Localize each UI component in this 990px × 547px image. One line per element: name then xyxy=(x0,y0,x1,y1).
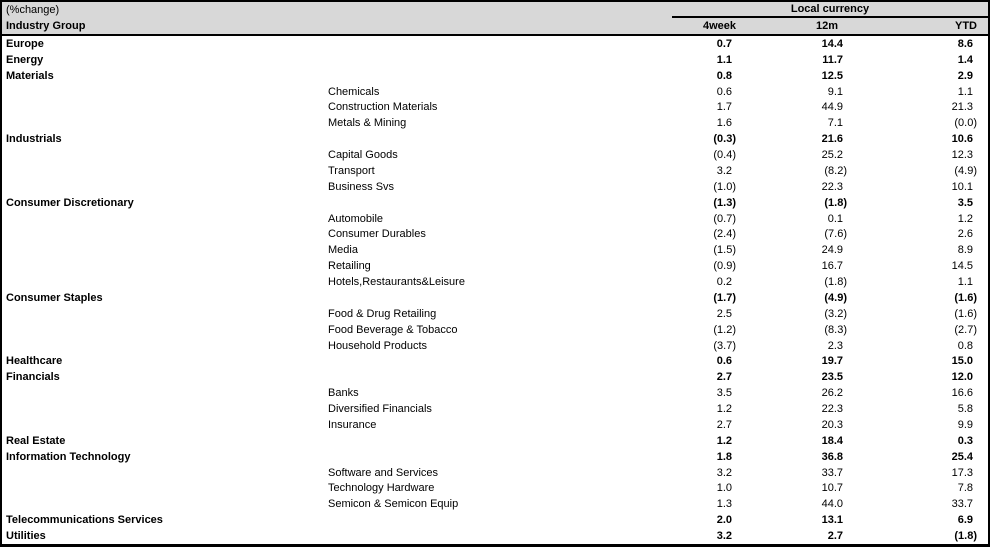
value-4week: 1.2 xyxy=(716,403,732,416)
table-row xyxy=(2,465,988,481)
table-row xyxy=(2,242,988,258)
table-row xyxy=(2,179,988,195)
value-12m: 26.2 xyxy=(821,387,843,400)
table-row xyxy=(2,211,988,227)
value-ytd: (0.0) xyxy=(954,117,977,130)
value-12m: (8.2) xyxy=(824,164,847,177)
value-4week: 2.5 xyxy=(716,307,732,320)
value-4week: (1.3) xyxy=(713,196,736,209)
table-row xyxy=(2,417,988,433)
value-4week: (1.7) xyxy=(713,291,736,304)
value-4week: (1.2) xyxy=(713,323,736,336)
value-ytd: 16.6 xyxy=(951,387,973,400)
industry-label: Household Products xyxy=(328,339,428,352)
table-row xyxy=(2,147,988,163)
table-row xyxy=(2,496,988,512)
table-header xyxy=(2,2,988,36)
value-12m: 25.2 xyxy=(821,149,843,162)
industry-label: Technology Hardware xyxy=(328,482,435,495)
industry-label: Transport xyxy=(328,164,375,177)
table-row xyxy=(2,36,988,52)
value-4week: 2.7 xyxy=(716,418,732,431)
value-ytd: 2.6 xyxy=(957,228,973,241)
value-4week: 1.7 xyxy=(716,101,732,114)
value-12m: 36.8 xyxy=(821,450,843,463)
value-4week: 0.6 xyxy=(716,355,732,368)
table-row xyxy=(2,322,988,338)
industry-label: Materials xyxy=(6,69,54,82)
industry-label: Business Svs xyxy=(328,180,395,193)
value-12m: 44.9 xyxy=(821,101,843,114)
table-row xyxy=(2,338,988,354)
table-body xyxy=(2,36,988,544)
value-ytd: 6.9 xyxy=(957,514,973,527)
value-12m: 20.3 xyxy=(821,418,843,431)
value-ytd: 8.6 xyxy=(957,37,973,50)
value-ytd: 1.2 xyxy=(957,212,973,225)
value-12m: 23.5 xyxy=(821,371,843,384)
column-header-ytd: YTD xyxy=(955,20,977,32)
value-4week: 2.7 xyxy=(716,371,732,384)
value-ytd: 12.0 xyxy=(951,371,973,384)
industry-label: Consumer Durables xyxy=(328,228,426,241)
value-12m: 9.1 xyxy=(827,85,843,98)
table-row xyxy=(2,100,988,116)
industry-label: Retailing xyxy=(328,260,371,273)
industry-group-column-header: Industry Group xyxy=(6,20,86,32)
value-4week: (0.3) xyxy=(713,133,736,146)
value-ytd: 10.1 xyxy=(951,180,973,193)
value-4week: 3.2 xyxy=(716,530,732,543)
value-12m: 16.7 xyxy=(821,260,843,273)
industry-label: Metals & Mining xyxy=(328,117,407,130)
value-4week: (0.7) xyxy=(713,212,736,225)
column-header-12m: 12m xyxy=(815,20,838,32)
value-ytd: (2.7) xyxy=(954,323,977,336)
table-row xyxy=(2,369,988,385)
value-4week: 3.5 xyxy=(716,387,732,400)
value-12m: (3.2) xyxy=(824,307,847,320)
value-12m: (4.9) xyxy=(824,291,847,304)
value-4week: (0.4) xyxy=(713,149,736,162)
value-4week: 0.8 xyxy=(716,69,732,82)
value-12m: 24.9 xyxy=(821,244,843,257)
header-row-columns xyxy=(2,18,988,34)
table-row xyxy=(2,115,988,131)
industry-label: Food & Drug Retailing xyxy=(328,307,437,320)
table-row xyxy=(2,290,988,306)
value-12m: 22.3 xyxy=(821,403,843,416)
industry-label: Telecommunications Services xyxy=(6,514,163,527)
industry-label: Insurance xyxy=(328,418,377,431)
industry-label: Media xyxy=(328,244,358,257)
value-12m: 19.7 xyxy=(821,355,843,368)
header-row-top xyxy=(2,2,988,18)
value-4week: 0.2 xyxy=(716,276,732,289)
value-ytd: 1.1 xyxy=(957,85,973,98)
value-ytd: (4.9) xyxy=(954,164,977,177)
value-ytd: 15.0 xyxy=(951,355,973,368)
industry-label: Hotels,Restaurants&Leisure xyxy=(328,276,465,289)
industry-label: Banks xyxy=(328,387,359,400)
industry-label: Semicon & Semicon Equip xyxy=(328,498,459,511)
industry-label: Information Technology xyxy=(6,450,131,463)
value-12m: 44.0 xyxy=(821,498,843,511)
table-row xyxy=(2,163,988,179)
table-row xyxy=(2,195,988,211)
value-12m: 0.1 xyxy=(827,212,843,225)
table-row xyxy=(2,385,988,401)
table-row xyxy=(2,84,988,100)
value-12m: 33.7 xyxy=(821,466,843,479)
table-row xyxy=(2,274,988,290)
value-ytd: (1.8) xyxy=(954,530,977,543)
table-row xyxy=(2,512,988,528)
industry-label: Consumer Discretionary xyxy=(6,196,134,209)
industry-label: Utilities xyxy=(6,530,46,543)
value-ytd: 33.7 xyxy=(951,498,973,511)
table-row xyxy=(2,258,988,274)
industry-label: Consumer Staples xyxy=(6,291,103,304)
value-12m: 7.1 xyxy=(827,117,843,130)
value-4week: 0.7 xyxy=(716,37,732,50)
table-row xyxy=(2,481,988,497)
industry-label: Construction Materials xyxy=(328,101,438,114)
value-12m: (1.8) xyxy=(824,196,847,209)
industry-label: Europe xyxy=(6,37,44,50)
table-row xyxy=(2,401,988,417)
table-row xyxy=(2,354,988,370)
value-12m: 14.4 xyxy=(821,37,843,50)
value-ytd: 8.9 xyxy=(957,244,973,257)
value-4week: 3.2 xyxy=(716,164,732,177)
value-4week: 2.0 xyxy=(716,514,732,527)
value-ytd: 2.9 xyxy=(957,69,973,82)
local-currency-group-header: Local currency xyxy=(672,2,988,18)
value-ytd: (1.6) xyxy=(954,307,977,320)
value-4week: 1.0 xyxy=(716,482,732,495)
industry-label: Financials xyxy=(6,371,60,384)
industry-label: Automobile xyxy=(328,212,384,225)
industry-label: Industrials xyxy=(6,133,62,146)
column-header-4week: 4week xyxy=(702,20,736,32)
value-4week: 1.2 xyxy=(716,434,732,447)
value-4week: 3.2 xyxy=(716,466,732,479)
table-row xyxy=(2,52,988,68)
value-12m: 18.4 xyxy=(821,434,843,447)
value-4week: (1.0) xyxy=(713,180,736,193)
value-4week: 1.6 xyxy=(716,117,732,130)
value-ytd: 14.5 xyxy=(951,260,973,273)
value-12m: (7.6) xyxy=(824,228,847,241)
value-ytd: 1.4 xyxy=(957,53,973,66)
industry-label: Capital Goods xyxy=(328,149,398,162)
value-12m: 11.7 xyxy=(822,53,843,66)
industry-label: Chemicals xyxy=(328,85,380,98)
table-row xyxy=(2,68,988,84)
value-12m: 2.3 xyxy=(827,339,843,352)
table-row xyxy=(2,433,988,449)
value-12m: (8.3) xyxy=(824,323,847,336)
value-ytd: 5.8 xyxy=(957,403,973,416)
value-4week: 1.3 xyxy=(716,498,732,511)
value-4week: 1.1 xyxy=(716,53,732,66)
value-4week: (1.5) xyxy=(713,244,736,257)
value-4week: (0.9) xyxy=(713,260,736,273)
percent-change-label: (%change) xyxy=(6,4,60,16)
value-12m: 12.5 xyxy=(821,69,843,82)
value-12m: 21.6 xyxy=(821,133,843,146)
table-row xyxy=(2,131,988,147)
value-12m: 2.7 xyxy=(827,530,843,543)
value-ytd: 0.8 xyxy=(957,339,973,352)
value-ytd: 17.3 xyxy=(951,466,973,479)
value-ytd: 21.3 xyxy=(951,101,973,114)
value-ytd: 10.6 xyxy=(951,133,973,146)
industry-label: Real Estate xyxy=(6,434,66,447)
value-4week: (2.4) xyxy=(713,228,736,241)
value-ytd: 1.1 xyxy=(957,276,973,289)
table-row xyxy=(2,528,988,544)
period-column-headers xyxy=(636,20,977,32)
value-4week: 1.8 xyxy=(716,450,732,463)
industry-label: Diversified Financials xyxy=(328,403,432,416)
value-ytd: (1.6) xyxy=(954,291,977,304)
value-12m: (1.8) xyxy=(824,276,847,289)
value-ytd: 7.8 xyxy=(957,482,973,495)
value-12m: 22.3 xyxy=(821,180,843,193)
value-12m: 10.7 xyxy=(821,482,843,495)
table-row xyxy=(2,449,988,465)
value-ytd: 12.3 xyxy=(951,149,973,162)
value-ytd: 25.4 xyxy=(951,450,973,463)
value-ytd: 3.5 xyxy=(957,196,973,209)
value-4week: (3.7) xyxy=(713,339,736,352)
industry-label: Food Beverage & Tobacco xyxy=(328,323,458,336)
industry-label: Healthcare xyxy=(6,355,63,368)
table-row xyxy=(2,306,988,322)
value-12m: 13.1 xyxy=(821,514,843,527)
industry-label: Software and Services xyxy=(328,466,439,479)
value-ytd: 0.3 xyxy=(957,434,973,447)
industry-label: Energy xyxy=(6,53,44,66)
table-row xyxy=(2,227,988,243)
value-ytd: 9.9 xyxy=(957,418,973,431)
value-4week: 0.6 xyxy=(716,85,732,98)
